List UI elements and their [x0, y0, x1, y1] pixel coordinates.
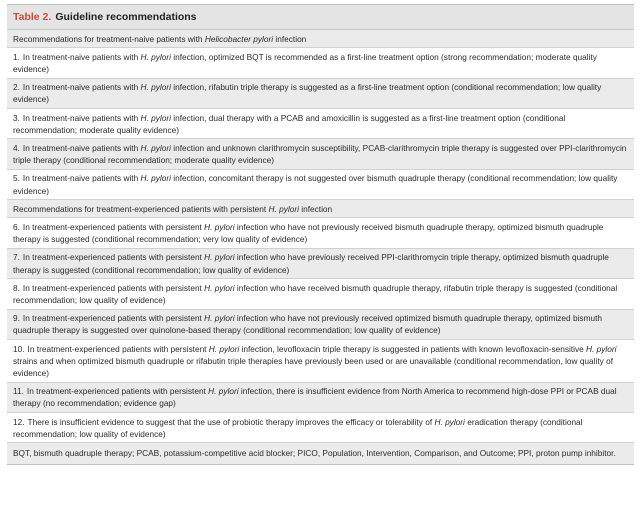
recommendation-row [7, 279, 634, 309]
rec-number: 1. [13, 51, 20, 62]
rec-text: There is insufficient evidence to suggest that the use of probiotic therapy improves the efficacy or tolerability of [27, 416, 435, 427]
rec-number: 12. [13, 416, 25, 427]
rec-number: 8. [13, 282, 20, 293]
recommendation-row [7, 310, 634, 340]
recommendation-row [7, 139, 634, 169]
rec-text: In treatment-experienced patients with persistent [22, 313, 205, 324]
rec-number: 4. [13, 142, 20, 153]
table-title: Guideline recommendations [55, 11, 197, 23]
rec-text: In treatment-naive patients with [22, 112, 141, 123]
table-footnote: BQT, bismuth quadruple therapy; PCAB, potassium-competitive acid blocker; PICO, Population, Intervention, Comparison, and Outcome; PPI, proton pump inhibitor. [7, 443, 634, 464]
recommendation-row [7, 249, 634, 279]
rec-number: 9. [13, 313, 20, 324]
rec-number: 11. [13, 386, 24, 397]
rec-text: infection, concomitant therapy is not suggested over bismuth quadruple therapy (conditional recommendation; low quality evidence) [13, 173, 618, 196]
rec-text: In treatment-experienced patients with persistent [22, 221, 205, 232]
rec-italic: H. pylori [140, 142, 171, 153]
rec-italic: H. pylori [586, 343, 617, 354]
recommendation-row [7, 413, 634, 443]
recommendation-row [7, 340, 634, 383]
rec-text: In treatment-naive patients with [22, 142, 141, 153]
rec-text: infection who have not previously received bismuth quadruple therapy, optimized bismuth quadruple therapy is suggested (conditional recommendation; very low quality of evidence) [13, 221, 604, 245]
rec-number: 2. [13, 82, 20, 93]
table-label: Table 2. [13, 11, 52, 23]
rec-text: infection, levofloxacin triple therapy is suggested in patients with known levofloxacin-sensitive [239, 343, 587, 354]
rec-text: strains and when optimized bismuth quadruple or rifabutin triple therapies have previously been used or are unavailable (conditional recommendation, low quality of evidence) [13, 355, 614, 378]
rec-italic: H. pylori [204, 313, 235, 324]
rec-text: In treatment-experienced patients with persistent [27, 343, 209, 354]
rec-text: In treatment-naive patients with [22, 51, 141, 62]
rec-italic: H. pylori [204, 252, 235, 263]
rec-text: In treatment-naive patients with [22, 82, 141, 93]
table-caption [7, 5, 634, 30]
rec-number: 7. [13, 252, 20, 263]
rec-italic: H. pylori [434, 416, 465, 427]
section-italic: H. pylori [268, 203, 299, 214]
rec-text: In treatment-experienced patients with persistent [26, 386, 209, 397]
guideline-table [7, 4, 634, 465]
section-text: Recommendations for treatment-naive patients with [13, 33, 205, 44]
rec-number: 6. [13, 221, 20, 232]
rec-text: In treatment-naive patients with [22, 173, 141, 184]
section-header-naive [7, 30, 634, 48]
recommendation-row [7, 109, 634, 139]
section-text: infection [298, 203, 333, 214]
rec-italic: H. pylori [140, 112, 171, 123]
section-italic: Helicobacter pylori [204, 33, 274, 44]
rec-italic: H. pylori [204, 282, 235, 293]
rec-italic: H. pylori [208, 343, 240, 354]
recommendation-row [7, 79, 634, 109]
recommendation-row [7, 48, 634, 78]
rec-text: In treatment-experienced patients with persistent [22, 252, 205, 263]
recommendation-row [7, 170, 634, 200]
recommendation-row [7, 383, 634, 413]
rec-text: infection, optimized BQT is recommended as a first-line treatment option (strong recommendation; moderate quality evidence) [13, 51, 597, 74]
recommendation-row [7, 218, 634, 248]
rec-text: infection who have previously received PPI-clarithromycin triple therapy, optimized bismuth quadruple therapy is suggested (conditional recommendation; low quality of evidence) [13, 252, 609, 275]
rec-text: infection, there is insufficient evidence from North America to recommend high-dose PPI or PCAB dual therapy (no recommendation; evidence gap) [13, 386, 617, 409]
rec-number: 5. [13, 173, 20, 184]
rec-text: infection, rifabutin triple therapy is suggested as a first-line treatment option (conditional recommendation; low quality evidence) [13, 82, 602, 105]
rec-text: eradication therapy (conditional recommendation; low quality of evidence) [13, 416, 583, 439]
rec-text: infection and unknown clarithromycin susceptibility, PCAB-clarithromycin triple therapy is suggested over PPI-clarithromycin triple therapy (conditional recommendation; moderate quality evidence) [13, 142, 627, 166]
rec-italic: H. pylori [140, 51, 171, 62]
rec-text: In treatment-experienced patients with persistent [22, 282, 205, 293]
rec-number: 10. [13, 343, 25, 354]
rec-text: infection, dual therapy with a PCAB and amoxicillin is suggested as a first-line treatment option (conditional recommendation; moderate quality evidence) [13, 112, 566, 135]
section-header-experienced [7, 200, 634, 218]
rec-italic: H. pylori [204, 221, 235, 232]
rec-number: 3. [13, 112, 20, 123]
section-text: infection [273, 33, 307, 44]
section-text: Recommendations for treatment-experienced patients with persistent [13, 203, 269, 214]
rec-italic: H. pylori [140, 82, 171, 93]
rec-text: infection who have received bismuth quadruple therapy, rifabutin triple therapy is suggested (conditional recommendation; low quality of evidence) [13, 282, 618, 305]
rec-text: infection who have not previously received optimized bismuth quadruple therapy, optimized bismuth quadruple therapy is suggested over quinolone-based therapy (conditional recommendation; low quality of evidence) [13, 313, 603, 336]
rec-italic: H. pylori [208, 386, 239, 397]
rec-italic: H. pylori [140, 173, 171, 184]
